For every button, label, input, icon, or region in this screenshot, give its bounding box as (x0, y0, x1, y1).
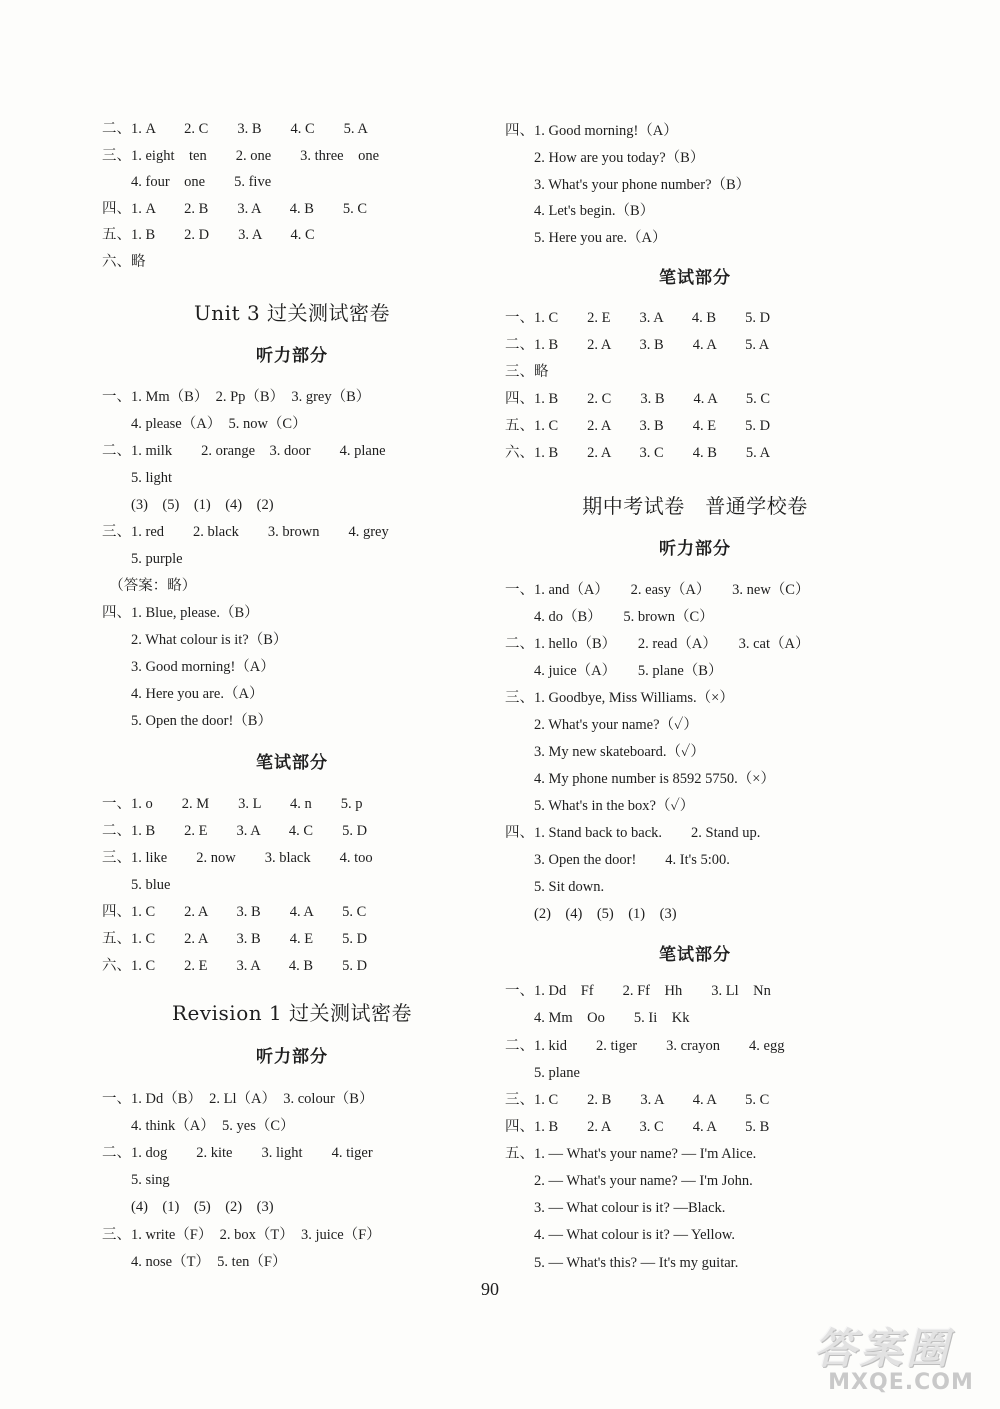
answer-line: 六、1. C 2. E 3. A 4. B 5. D (102, 958, 368, 974)
written-heading: 笔试部分 (659, 945, 731, 965)
answer-line: 4. do（B） 5. brown（C） (505, 609, 714, 625)
answer-line: 2. — What's your name? — I'm John. (505, 1173, 753, 1189)
answer-line: 2. What's your name?（✓） (505, 717, 698, 733)
answer-line: 3. My new skateboard.（✓） (505, 744, 705, 760)
answer-line: (4) (1) (5) (2) (3) (102, 1199, 274, 1215)
answer-line: 六、1. B 2. A 3. C 4. B 5. A (505, 445, 771, 461)
listening-heading: 听力部分 (256, 346, 328, 366)
answer-line: （答案：略） (102, 578, 197, 594)
answer-line: 一、1. Dd Ff 2. Ff Hh 3. Ll Nn (505, 983, 771, 999)
answer-line: 4. Let's begin.（B） (505, 203, 655, 219)
answer-line: 4. think（A） 5. yes（C） (102, 1118, 295, 1134)
answer-line: 四、1. C 2. A 3. B 4. A 5. C (102, 904, 367, 920)
answer-line: 三、1. write（F） 2. box（T） 3. juice（F） (102, 1227, 381, 1243)
answer-line: 六、略 (102, 254, 146, 270)
answer-line: 三、1. red 2. black 3. brown 4. grey (102, 524, 389, 540)
section-title-midterm: 期中考试卷 普通学校卷 (582, 494, 808, 518)
answer-line: 四、1. Stand back to back. 2. Stand up. (505, 825, 761, 841)
answer-line: 五、1. C 2. A 3. B 4. E 5. D (102, 931, 368, 947)
answer-line: 二、1. A 2. C 3. B 4. C 5. A (102, 121, 368, 137)
answer-line: 5. sing (102, 1172, 170, 1188)
answer-line: 三、1. eight ten 2. one 3. three one (102, 148, 380, 164)
answer-line: 一、1. C 2. E 3. A 4. B 5. D (505, 310, 771, 326)
answer-line: 5. — What's this? — It's my guitar. (505, 1255, 739, 1271)
answer-line: 五、1. B 2. D 3. A 4. C (102, 227, 315, 243)
answer-line: 5. Open the door!（B） (102, 713, 272, 729)
answer-line: 三、1. Goodbye, Miss Williams.（×） (505, 690, 734, 706)
answer-line: 5. blue (102, 877, 171, 893)
answer-line: 4. please（A） 5. now（C） (102, 416, 307, 432)
answer-line: 二、1. B 2. A 3. B 4. A 5. A (505, 337, 770, 353)
answer-line: 4. Mm Oo 5. Ii Kk (505, 1010, 690, 1026)
answer-line: 五、1. C 2. A 3. B 4. E 5. D (505, 418, 771, 434)
answer-line: 5. Sit down. (505, 879, 605, 895)
answer-line: 4. four one 5. five (102, 174, 272, 190)
answer-line: 三、1. like 2. now 3. black 4. too (102, 850, 373, 866)
answer-line: 一、1. o 2. M 3. L 4. n 5. p (102, 796, 363, 812)
answer-line: 四、1. Blue, please.（B） (102, 605, 259, 621)
listening-heading: 听力部分 (256, 1047, 328, 1067)
answer-line: 4. nose（T） 5. ten（F） (102, 1254, 287, 1270)
answer-line: 四、1. A 2. B 3. A 4. B 5. C (102, 201, 368, 217)
section-title-revision1: Revision 1 过关测试密卷 (171, 1001, 413, 1025)
answer-line: 5. plane (505, 1065, 580, 1081)
answer-line: (2) (4) (5) (1) (3) (505, 906, 677, 922)
answer-line: 一、1. Mm（B） 2. Pp（B） 3. grey（B） (102, 389, 371, 405)
answer-line: 3. Good morning!（A） (102, 659, 275, 675)
answer-line: 四、1. B 2. A 3. C 4. A 5. B (505, 1119, 770, 1135)
answer-line: 二、1. B 2. E 3. A 4. C 5. D (102, 823, 368, 839)
written-heading: 笔试部分 (256, 753, 328, 773)
answer-line: 2. How are you today?（B） (505, 150, 705, 166)
answer-line: 四、1. B 2. C 3. B 4. A 5. C (505, 391, 771, 407)
answer-line: 3. Open the door! 4. It's 5:00. (505, 852, 730, 868)
answer-line: 三、略 (505, 364, 549, 380)
answer-line: 3. What's your phone number?（B） (505, 177, 751, 193)
answer-line: (3) (5) (1) (4) (2) (102, 497, 274, 513)
answer-line: 4. Here you are.（A） (102, 686, 264, 702)
listening-heading: 听力部分 (659, 539, 731, 559)
answer-line: 三、1. C 2. B 3. A 4. A 5. C (505, 1092, 770, 1108)
watermark-logo: 答案圈 (814, 1324, 953, 1373)
answer-line: 二、1. hello（B） 2. read（A） 3. cat（A） (505, 636, 810, 652)
answer-line: 一、1. and（A） 2. easy（A） 3. new（C） (505, 582, 810, 598)
written-heading: 笔试部分 (659, 268, 731, 288)
answer-line: 5. Here you are.（A） (505, 230, 667, 246)
answer-line: 2. What colour is it?（B） (102, 632, 288, 648)
answer-line: 3. — What colour is it? —Black. (505, 1200, 726, 1216)
watermark-url: MXQE.COM (828, 1370, 974, 1395)
answer-line: 二、1. milk 2. orange 3. door 4. plane (102, 443, 386, 459)
answer-line: 五、1. — What's your name? — I'm Alice. (505, 1146, 757, 1162)
answer-line: 二、1. dog 2. kite 3. light 4. tiger (102, 1145, 373, 1161)
answer-line: 5. purple (102, 551, 183, 567)
page-number: 90 (481, 1279, 499, 1299)
watermark (808, 1312, 994, 1404)
answer-line: 4. juice（A） 5. plane（B） (505, 663, 723, 679)
answer-line: 二、1. kid 2. tiger 3. crayon 4. egg (505, 1038, 785, 1054)
section-title-unit3: Unit 3 过关测试密卷 (193, 301, 391, 325)
answer-line: 5. light (102, 470, 173, 486)
answer-line: 一、1. Dd（B） 2. Ll（A） 3. colour（B） (102, 1091, 374, 1107)
answer-line: 4. My phone number is 8592 5750.（×） (505, 771, 775, 787)
answer-line: 4. — What colour is it? — Yellow. (505, 1227, 735, 1243)
answer-line: 5. What's in the box?（✓） (505, 798, 695, 814)
answer-line: 四、1. Good morning!（A） (505, 123, 678, 139)
